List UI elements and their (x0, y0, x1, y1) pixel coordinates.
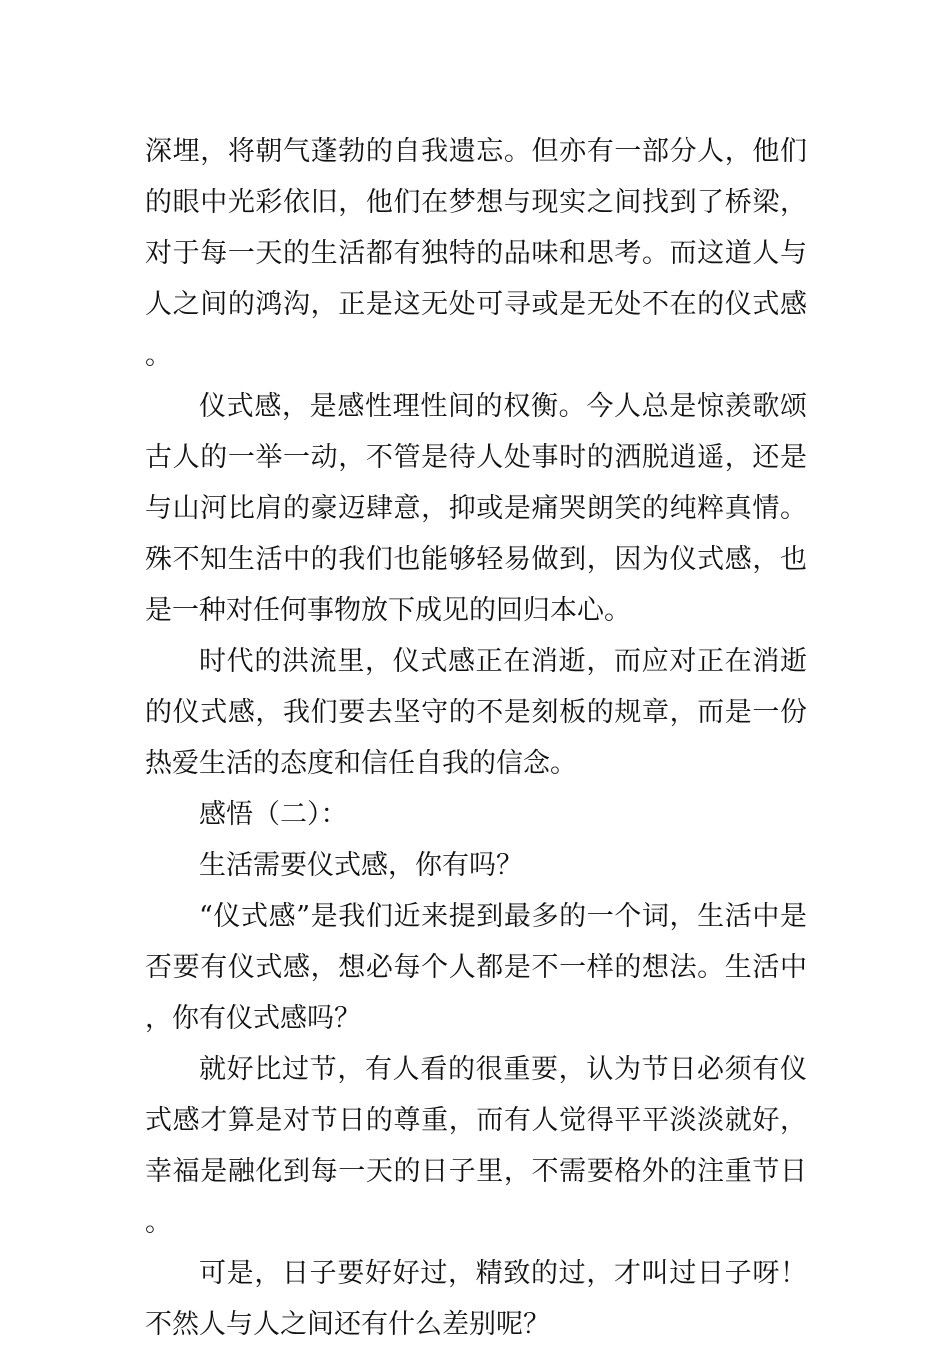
paragraph-ritual-word: “仪式感”是我们近来提到最多的一个词，生活中是否要有仪式感，想必每个人都是不一样的想法。生活中，你有仪式感吗？ (145, 901, 807, 1034)
paragraph-ritual-fading: 时代的洪流里，仪式感正在消逝，而应对正在消逝的仪式感，我们要去坚守的不是刻板的规章，而是一份热爱生活的态度和信任自我的信念。 (145, 646, 807, 779)
section-heading-insight-two: 感悟（二）： (199, 799, 348, 830)
paragraph-continued: 深埋，将朝气蓬勃的自我遗忘。但亦有一部分人，他们的眼中光彩依旧，他们在梦想与现实之间找到了桥梁，对于每一天的生活都有独特的品味和思考。而这道人与人之间的鸿沟，正是这无处可寻或是无处不在的仪式感。 (145, 136, 807, 371)
document-body (145, 126, 807, 1350)
section-subtitle: 生活需要仪式感，你有吗？ (199, 850, 523, 881)
paragraph-festival: 就好比过节，有人看的很重要，认为节日必须有仪式感才算是对节日的尊重，而有人觉得平平淡淡就好，幸福是融化到每一天的日子里，不需要格外的注重节日。 (145, 1054, 807, 1238)
paragraph-live-well: 可是，日子要好好过，精致的过，才叫过日子呀！不然人与人之间还有什么差别呢？ (145, 1258, 807, 1340)
paragraph-ritual-balance: 仪式感，是感性理性间的权衡。今人总是惊羡歌颂古人的一举一动，不管是待人处事时的洒脱逍遥，还是与山河比肩的豪迈肆意，抑或是痛哭朗笑的纯粹真情。殊不知生活中的我们也能够轻易做到，因为仪式感，也是一种对任何事物放下成见的回归本心。 (145, 391, 807, 626)
